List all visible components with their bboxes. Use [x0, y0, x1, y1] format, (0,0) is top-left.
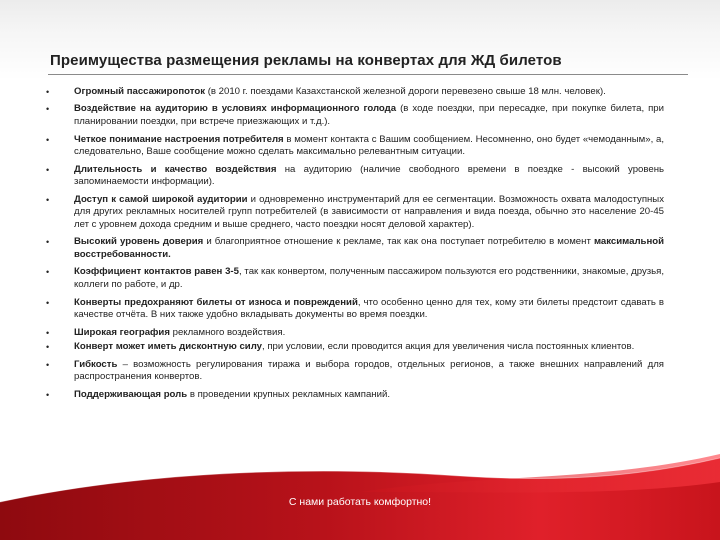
list-item	[46, 103, 665, 128]
item-text: (в 2010 г. поездами Казахстанской железной дороги перевезено свыше 18 млн. человек).	[205, 86, 606, 97]
bullet-list	[46, 86, 665, 406]
bullet-icon: •	[46, 327, 50, 338]
item-text: и одновременно инструментарий для ее сегментации. Возможность охвата малодоступных для других рекламных носителей групп потребителей (в зависимости от направления и вида поезда, обычно это население 20-45 лет с уровнем дохода средним и выше среднего, часто поездки носят деловой характер).	[74, 193, 664, 230]
item-lead: Конверт может иметь дисконтную силу	[74, 341, 263, 353]
item-lead: Четкое понимание настроения потребителя	[74, 133, 284, 145]
item-lead: Коэффициент контактов равен 3-5	[74, 266, 239, 278]
item-lead: Воздействие на аудиторию в условиях информационного голода	[74, 103, 397, 115]
item-text: – возможность регулирования тиража и выбора городов, отдельных регионов, а также внешних направлений для распространения конвертов.	[74, 358, 664, 383]
bullet-icon: •	[46, 359, 50, 370]
item-text: и благоприятное отношение к рекламе, так как она поступает потребителю в момент	[203, 236, 594, 248]
bullet-icon: •	[46, 134, 50, 145]
item-lead: Широкая география	[74, 326, 170, 338]
bullet-icon: •	[46, 194, 50, 205]
list-item	[46, 341, 664, 354]
item-text: (в ходе поездки, при пересадке, при покупке билета, при планировании поездки, при встрече приезжающих и т.д.).	[74, 103, 665, 128]
bullet-icon: •	[46, 389, 50, 400]
item-text: , так как конвертом, полученным пассажиром пользуются его родственники, знакомые, друзья, коллеги по работе, и др.	[74, 266, 665, 291]
list-item	[46, 388, 664, 402]
list-item	[46, 163, 664, 189]
bullet-icon: •	[46, 342, 50, 353]
bullet-icon: •	[46, 297, 50, 308]
item-lead: Конверты предохраняют билеты от износа и повреждений	[74, 296, 358, 308]
list-item	[46, 133, 664, 159]
title-divider	[48, 74, 688, 75]
footer-slogan: С нами работать комфортно!	[288, 496, 432, 508]
list-item	[46, 86, 664, 99]
bullet-icon: •	[46, 87, 50, 97]
list-item	[46, 326, 664, 340]
item-lead: Доступ к самой широкой аудитории	[74, 193, 248, 205]
item-lead: Длительность и качество воздействия	[74, 163, 277, 175]
list-item	[46, 193, 664, 232]
bullet-icon: •	[46, 164, 50, 175]
item-text: рекламного воздействия.	[169, 326, 286, 338]
bullet-icon: •	[46, 237, 50, 248]
item-lead: Высокий уровень доверия	[74, 236, 204, 248]
item-text: , при условии, если проводится акция для увеличения числа постоянных клиентов.	[262, 341, 635, 353]
item-text: на аудиторию (наличие свободного времени в поездке - высокий уровень запоминаемости информации).	[74, 163, 664, 188]
item-text: , что особенно ценно для тех, кому эти билеты предстоит сдавать в качестве отчёта. В них также удобно вкладывать документы во время поездки.	[74, 296, 664, 321]
item-lead: Поддерживающая роль	[74, 388, 188, 400]
item-text: в момент контакта с Вашим сообщением. Несомненно, оно будет «чемоданным», а, следовательно, Ваше сообщение можно сделать максимально релевантным ситуации.	[74, 133, 664, 158]
list-item	[46, 358, 664, 384]
item-text: в проведении крупных рекламных кампаний.	[187, 388, 390, 400]
slide-title: Преимущества размещения рекламы на конвертах для ЖД билетов	[50, 52, 562, 69]
bullet-icon: •	[46, 104, 50, 115]
item-lead: Огромный пассажиропоток	[74, 86, 206, 97]
item-lead: Гибкость	[74, 358, 118, 370]
list-item	[46, 236, 665, 261]
list-item	[46, 266, 665, 291]
item-lead-2: максимальной восстребованности.	[74, 236, 665, 260]
list-item	[46, 296, 664, 322]
bullet-icon: •	[46, 267, 50, 278]
footer-band	[0, 452, 720, 540]
